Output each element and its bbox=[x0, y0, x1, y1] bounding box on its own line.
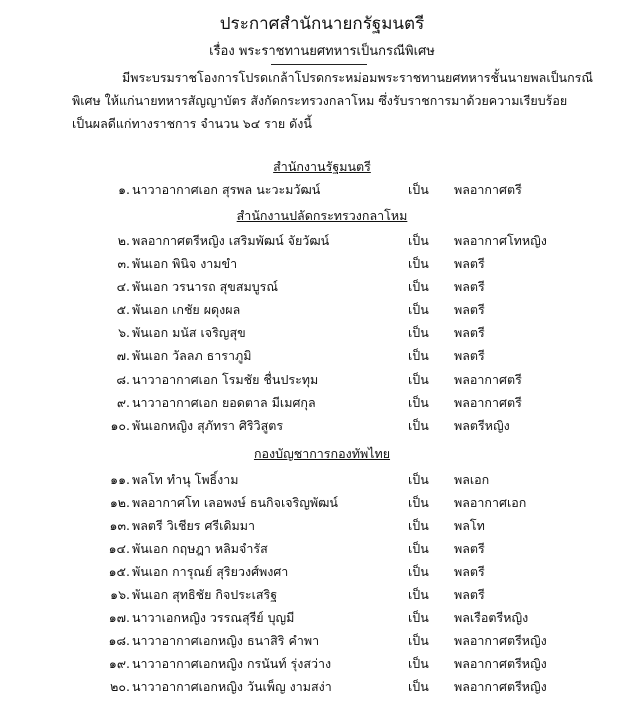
entry-number: ๕. bbox=[116, 302, 130, 317]
entry-rank: พลตรี bbox=[454, 256, 485, 271]
entry-name: นาวาอากาศเอก ยอดตาล มีเมศกุล bbox=[132, 395, 316, 410]
entry-rank: พลเรือตรีหญิง bbox=[454, 610, 529, 625]
entry-to: เป็น bbox=[408, 656, 429, 671]
entry-number: ๑๓. bbox=[109, 518, 130, 533]
entry-rank: พลตรี bbox=[454, 587, 485, 602]
entry-rank: พลอากาศตรีหญิง bbox=[454, 633, 547, 648]
title-divider bbox=[271, 64, 367, 65]
list-item bbox=[0, 346, 644, 368]
entry-name: พันเอกหญิง สุภัทรา ศิริวิสูตร bbox=[132, 418, 284, 433]
entry-rank: พลตรี bbox=[454, 541, 485, 556]
entry-number: ๑. bbox=[118, 182, 130, 197]
list-item bbox=[0, 254, 644, 276]
entry-number: ๑๕. bbox=[108, 564, 130, 579]
entry-to: เป็น bbox=[408, 495, 429, 510]
list-item bbox=[0, 323, 644, 345]
entry-rank: พลตรี bbox=[454, 279, 485, 294]
entry-to: เป็น bbox=[408, 372, 429, 387]
list-item bbox=[0, 677, 644, 699]
entry-number: ๑๐. bbox=[110, 418, 130, 433]
intro-line: พิเศษ ให้แก่นายทหารสัญญาบัตร สังกัดกระทรวงกลาโหม ซึ่งรับราชการมาด้วยความเรียบร้อย bbox=[72, 93, 568, 108]
entry-to: เป็น bbox=[408, 418, 429, 433]
entry-rank: พลอากาศเอก bbox=[454, 495, 527, 510]
entry-number: ๙. bbox=[116, 395, 130, 410]
entry-number: ๔. bbox=[116, 279, 130, 294]
section-heading: สำนักงานรัฐมนตรี bbox=[273, 159, 371, 174]
document-title: ประกาศสำนักนายกรัฐมนตรี bbox=[219, 14, 425, 34]
entry-to: เป็น bbox=[408, 587, 429, 602]
entry-name: พันเอก สุทธิชัย กิจประเสริฐ bbox=[132, 587, 278, 602]
entry-to: เป็น bbox=[408, 233, 429, 248]
section-heading: กองบัญชาการกองทัพไทย bbox=[253, 446, 391, 461]
list-item bbox=[0, 585, 644, 607]
list-item bbox=[0, 562, 644, 584]
list-item bbox=[0, 516, 644, 538]
list-item bbox=[0, 300, 644, 322]
entry-number: ๓. bbox=[117, 256, 130, 271]
list-item bbox=[0, 493, 644, 515]
entry-number: ๑๒. bbox=[109, 495, 130, 510]
intro-line: มีพระบรมราชโองการโปรดเกล้าโปรดกระหม่อมพระราชทานยศทหารชั้นนายพลเป็นกรณี bbox=[122, 70, 593, 85]
list-item bbox=[0, 393, 644, 415]
list-item bbox=[0, 654, 644, 676]
entry-number: ๗. bbox=[116, 348, 130, 363]
entry-rank: พลอากาศโทหญิง bbox=[454, 233, 547, 248]
entry-to: เป็น bbox=[408, 279, 429, 294]
entry-to: เป็น bbox=[408, 302, 429, 317]
list-item bbox=[0, 416, 644, 438]
entry-name: พันเอก กฤษฎา หลิมจำรัส bbox=[132, 541, 268, 556]
entry-to: เป็น bbox=[408, 472, 429, 487]
list-item bbox=[0, 470, 644, 492]
entry-to: เป็น bbox=[408, 541, 429, 556]
entry-name: พันเอก มนัส เจริญสุข bbox=[132, 325, 246, 340]
list-item bbox=[0, 539, 644, 561]
list-item bbox=[0, 608, 644, 630]
entry-rank: พลตรี bbox=[454, 564, 485, 579]
entry-to: เป็น bbox=[408, 325, 429, 340]
list-item bbox=[0, 631, 644, 653]
entry-rank: พลอากาศตรี bbox=[454, 182, 522, 197]
entry-to: เป็น bbox=[408, 610, 429, 625]
entry-rank: พลตรีหญิง bbox=[454, 418, 510, 433]
entry-number: ๖. bbox=[118, 325, 130, 340]
intro-line: เป็นผลดีแก่ทางราชการ จำนวน ๖๔ ราย ดังนี้ bbox=[72, 116, 312, 131]
entry-name: พลอากาศตรีหญิง เสริมพัฒน์ จัยวัฒน์ bbox=[132, 233, 330, 248]
entry-name: พลโท ทำนุ โพธิ์งาม bbox=[132, 472, 239, 487]
list-item bbox=[0, 370, 644, 392]
entry-number: ๑๖. bbox=[110, 587, 130, 602]
entry-to: เป็น bbox=[408, 256, 429, 271]
entry-rank: พลเอก bbox=[454, 472, 490, 487]
document-subtitle: เรื่อง พระราชทานยศทหารเป็นกรณีพิเศษ bbox=[209, 44, 435, 59]
entry-number: ๑๗. bbox=[108, 610, 130, 625]
entry-rank: พลโท bbox=[454, 518, 485, 533]
entry-name: พลตรี วิเชียร ศรีเดิมมา bbox=[132, 518, 256, 533]
entry-to: เป็น bbox=[408, 518, 429, 533]
entry-to: เป็น bbox=[408, 564, 429, 579]
entry-rank: พลอากาศตรีหญิง bbox=[454, 656, 547, 671]
entry-rank: พลอากาศตรี bbox=[454, 395, 522, 410]
section-heading: สำนักงานปลัดกระทรวงกลาโหม bbox=[236, 208, 408, 223]
entry-name: พันเอก การุณย์ สุริยวงศ์พงศา bbox=[132, 564, 289, 579]
list-item bbox=[0, 231, 644, 253]
entry-number: ๑๙. bbox=[108, 656, 130, 671]
entry-to: เป็น bbox=[408, 348, 429, 363]
entry-rank: พลตรี bbox=[454, 325, 485, 340]
entry-name: พันเอก พินิจ งามขำ bbox=[132, 256, 238, 271]
entry-to: เป็น bbox=[408, 182, 429, 197]
entry-name: นาวาเอกหญิง วรรณสุรีย์ บุญมี bbox=[132, 610, 295, 625]
list-item bbox=[0, 180, 644, 202]
entry-name: นาวาอากาศเอก สุรพล นะวะมวัฒน์ bbox=[132, 182, 321, 197]
entry-to: เป็น bbox=[408, 395, 429, 410]
entry-name: พันเอก วรนารถ สุขสมบูรณ์ bbox=[132, 279, 278, 294]
entry-rank: พลตรี bbox=[454, 348, 485, 363]
entry-rank: พลตรี bbox=[454, 302, 485, 317]
entry-name: นาวาอากาศเอกหญิง วันเพ็ญ งามสง่า bbox=[132, 679, 332, 694]
entry-number: ๒. bbox=[117, 233, 130, 248]
entry-name: นาวาอากาศเอกหญิง ธนาสิริ คำพา bbox=[132, 633, 320, 648]
entry-name: นาวาอากาศเอกหญิง กรนันท์ รุ่งสว่าง bbox=[132, 656, 332, 671]
list-item bbox=[0, 277, 644, 299]
entry-name: พันเอก วัลลภ ธาราภูมิ bbox=[132, 348, 252, 363]
entry-number: ๑๔. bbox=[108, 541, 130, 556]
entry-to: เป็น bbox=[408, 679, 429, 694]
entry-name: พลอากาศโท เลอพงษ์ ธนกิจเจริญพัฒน์ bbox=[132, 495, 338, 510]
entry-number: ๘. bbox=[116, 372, 130, 387]
entry-name: พันเอก เกชัย ผดุงผล bbox=[132, 302, 241, 317]
entry-number: ๒๐. bbox=[110, 679, 130, 694]
entry-rank: พลอากาศตรีหญิง bbox=[454, 679, 547, 694]
entry-number: ๑๘. bbox=[108, 633, 130, 648]
entry-name: นาวาอากาศเอก โรมชัย ชื่นประทุม bbox=[132, 372, 319, 387]
entry-number: ๑๑. bbox=[110, 472, 130, 487]
entry-to: เป็น bbox=[408, 633, 429, 648]
entry-rank: พลอากาศตรี bbox=[454, 372, 522, 387]
intro-paragraph bbox=[72, 66, 632, 135]
